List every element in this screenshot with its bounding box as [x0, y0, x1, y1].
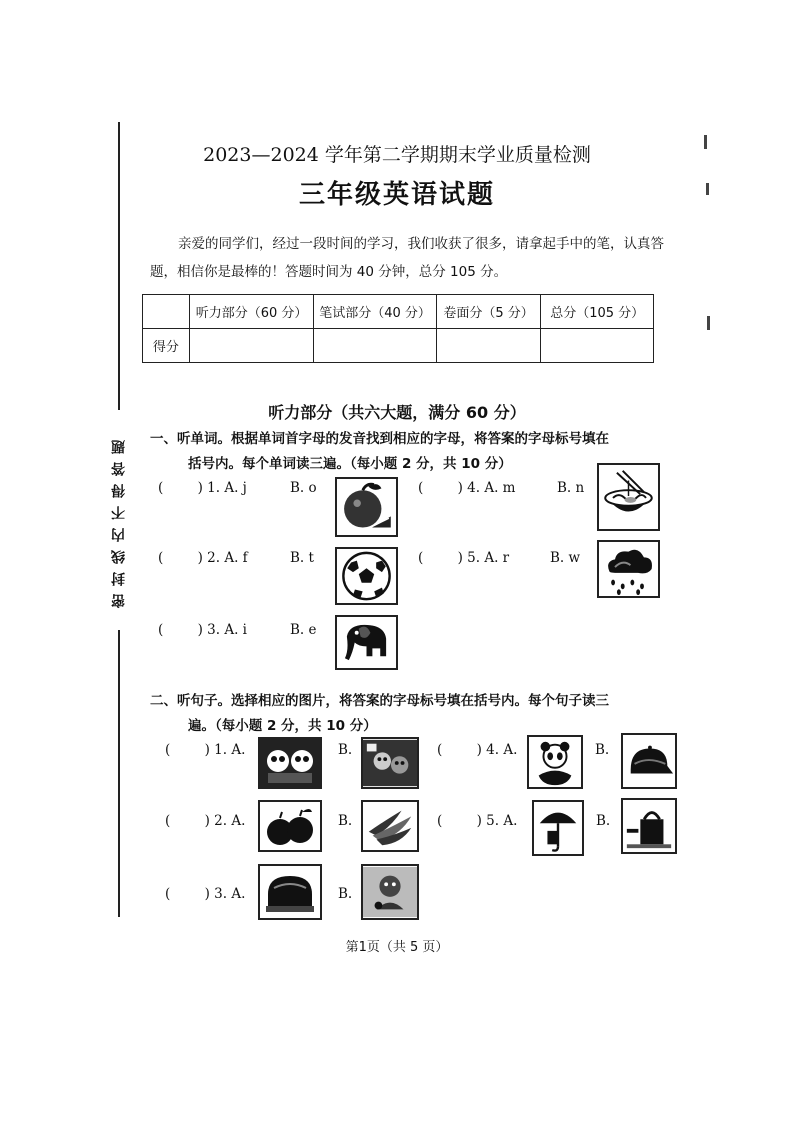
orange-icon: [335, 477, 398, 537]
bananas-picture-icon: [361, 800, 419, 852]
part2-q4-number: ( ) 4. A.: [437, 742, 518, 758]
binding-notice-text: 密封线内不得答题: [111, 432, 127, 608]
part2-q2-option-b: B.: [338, 813, 353, 829]
score-table-score-row: [143, 329, 654, 363]
bread-picture-icon: [258, 864, 322, 920]
bag-picture-icon: [621, 798, 677, 854]
score-header-listening: 听力部分（60 分）: [189, 295, 313, 329]
panda-picture-icon: [527, 735, 583, 789]
part2-heading: [150, 689, 670, 739]
part2-q1-option-b: B.: [338, 742, 353, 758]
part2-q5-option-b: B.: [596, 813, 611, 829]
part2-heading-line2: 遍。（每小题 2 分，共 10 分）: [188, 718, 377, 734]
rain-cloud-icon: [597, 540, 660, 598]
binding-notice: [108, 410, 130, 630]
part1-q5-option-b: B. w: [550, 550, 581, 566]
listening-section-title: 听力部分（共六大题，满分 60 分）: [268, 403, 526, 422]
exam-title: 三年级英语试题: [298, 180, 495, 210]
score-table-header-row: [143, 295, 654, 329]
part1-q4-option-b: B. n: [557, 480, 585, 496]
score-header-total: 总分（105 分）: [541, 295, 654, 329]
part2-q4-option-b: B.: [595, 742, 610, 758]
apples-picture-icon: [258, 800, 322, 852]
score-header-writing: 笔试部分（40 分）: [314, 295, 437, 329]
monkey-picture-icon: [361, 864, 419, 920]
part2-heading-line1: 二、听句子。选择相应的图片，将答案的字母标号填在括号内。每个句子读三: [150, 693, 609, 709]
part1-q2-option-b: B. t: [290, 550, 314, 566]
score-header-neatness: 卷面分（5 分）: [436, 295, 541, 329]
part1-q1-number: ( ) 1. A. j: [158, 480, 247, 496]
part1-q3-option-b: B. e: [290, 622, 317, 638]
score-row-label: 得分: [143, 329, 190, 363]
part1-q4-number: ( ) 4. A. m: [418, 480, 516, 496]
part2-q1-number: ( ) 1. A.: [165, 742, 246, 758]
cap-picture-icon: [621, 733, 677, 789]
noodles-icon: [597, 463, 660, 531]
score-table: [142, 294, 654, 363]
part2-q5-number: ( ) 5. A.: [437, 813, 518, 829]
part1-q3-number: ( ) 3. A. i: [158, 622, 247, 638]
intro-paragraph: 亲爱的同学们，经过一段时间的学习，我们收获了很多，请拿起手中的笔，认真答题，相信你是最棒的！答题时间为 40 分钟，总分 105 分。: [150, 236, 664, 280]
monkeys-picture-icon: [361, 737, 419, 789]
part1-q1-option-b: B. o: [290, 480, 317, 496]
part1-heading: [150, 427, 670, 477]
part2-q3-number: ( ) 3. A.: [165, 886, 246, 902]
exam-subtitle: 2023—2024 学年第二学期期末学业质量检测: [203, 144, 591, 166]
score-cell-total[interactable]: [541, 329, 654, 363]
part1-heading-line1: 一、听单词。根据单词首字母的发音找到相应的字母，将答案的字母标号填在: [150, 431, 609, 447]
umbrella-picture-icon: [532, 800, 584, 856]
part1-q2-number: ( ) 2. A. f: [158, 550, 248, 566]
elephant-icon: [335, 615, 398, 670]
score-cell-writing[interactable]: [314, 329, 437, 363]
part1-heading-line2: 括号内。每个单词读三遍。（每小题 2 分，共 10 分）: [188, 456, 512, 472]
football-icon: [335, 547, 398, 605]
score-cell-listening[interactable]: [189, 329, 313, 363]
score-table-corner: [143, 295, 190, 329]
scan-mark: [707, 316, 710, 330]
part2-q2-number: ( ) 2. A.: [165, 813, 246, 829]
pandas-picture-icon: [258, 737, 322, 789]
part2-q3-option-b: B.: [338, 886, 353, 902]
score-cell-neatness[interactable]: [436, 329, 541, 363]
part1-q5-number: ( ) 5. A. r: [418, 550, 510, 566]
page-footer: 第1页（共 5 页）: [345, 940, 449, 955]
